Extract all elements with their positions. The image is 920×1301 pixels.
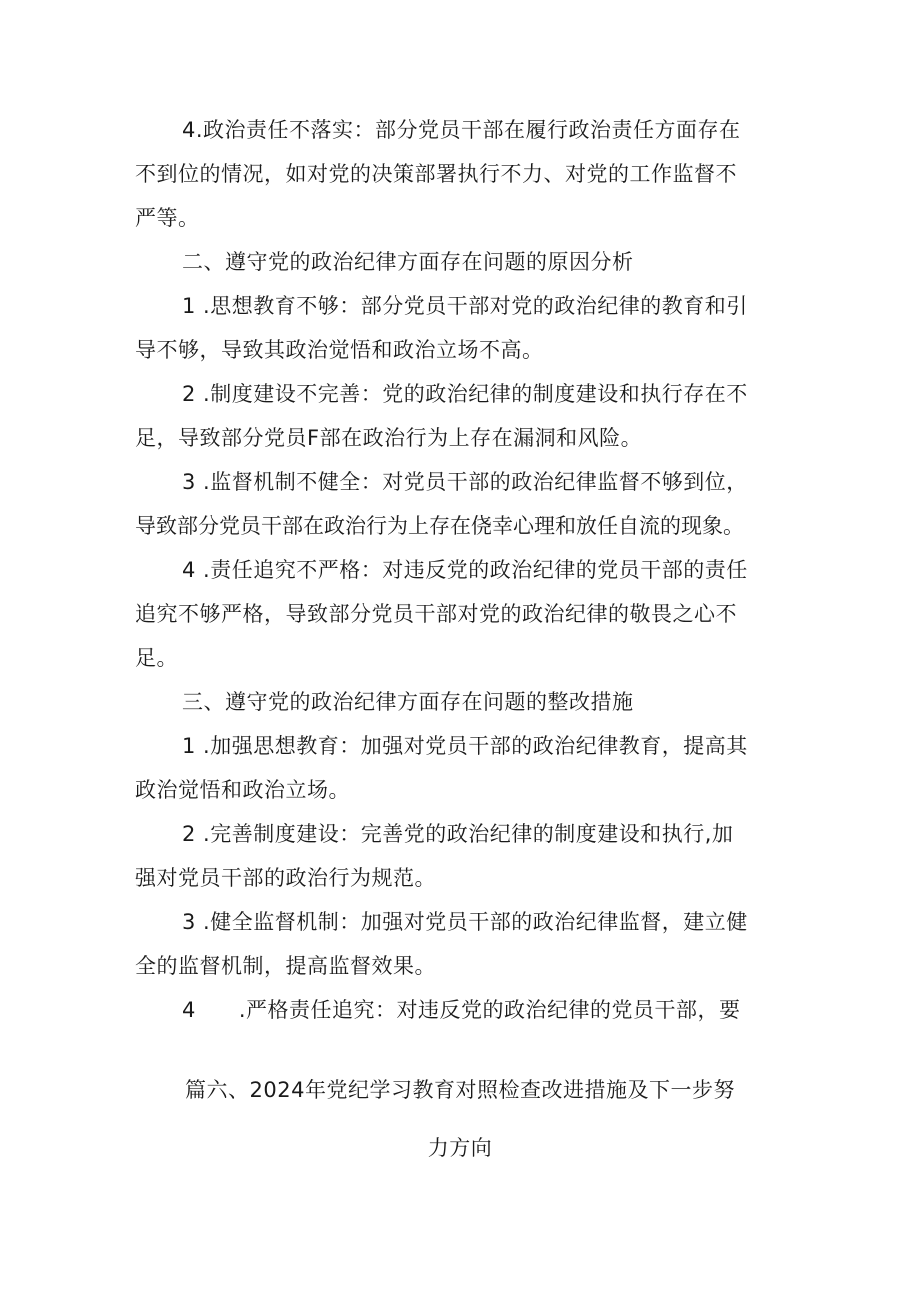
paragraph-line: 4 .责任追究不严格：对违反党的政治纪律的党员干部的责任 [182,558,748,582]
paragraph-line: 足。 [135,646,178,670]
paragraph-line: 导不够，导致其政治觉悟和政治立场不高。 [135,338,544,362]
paragraph-line: 1 .思想教育不够：部分党员干部对党的政治纪律的教育和引 [182,294,748,318]
paragraph-line: 强对党员干部的政治行为规范。 [135,866,436,890]
section-title-line2: 力方向 [427,1136,493,1160]
paragraph-line: 不到位的情况，如对党的决策部署执行不力、对党的工作监督不 [135,162,737,186]
paragraph-line: 政治觉悟和政治立场。 [135,778,350,802]
section-heading: 三、遵守党的政治纪律方面存在问题的整改措施 [182,690,634,714]
paragraph-line: 1 .加强思想教育：加强对党员干部的政治纪律教育，提高其 [182,734,748,758]
paragraph-line: 导致部分党员干部在政治行为上存在侥幸心理和放任自流的现象。 [135,514,744,538]
paragraph-line: 4.政治责任不落实：部分党员干部在履行政治责任方面存在 [182,118,741,142]
paragraph-line: 足，导致部分党员F部在政治行为上存在漏洞和风险。 [135,426,643,450]
section-title-line1: 篇六、2024年党纪学习教育对照检查改进措施及下一步努 [185,1078,735,1102]
paragraph-line: 3 .健全监督机制：加强对党员干部的政治纪律监督，建立健 [182,910,748,934]
paragraph-line: 2 .制度建设不完善：党的政治纪律的制度建设和执行存在不 [182,382,748,406]
paragraph-line: 4 .严格责任追究：对违反党的政治纪律的党员干部，要 [182,998,741,1022]
paragraph-line: 全的监督机制，提高监督效果。 [135,954,436,978]
paragraph-line: 3 .监督机制不健全：对党员干部的政治纪律监督不够到位， [182,470,748,494]
paragraph-line: 严等。 [135,206,200,230]
paragraph-line: 2 .完善制度建设：完善党的政治纪律的制度建设和执行,加 [182,822,734,846]
section-heading: 二、遵守党的政治纪律方面存在问题的原因分析 [182,250,634,274]
paragraph-line: 追究不够严格，导致部分党员干部对党的政治纪律的敬畏之心不 [135,602,737,626]
